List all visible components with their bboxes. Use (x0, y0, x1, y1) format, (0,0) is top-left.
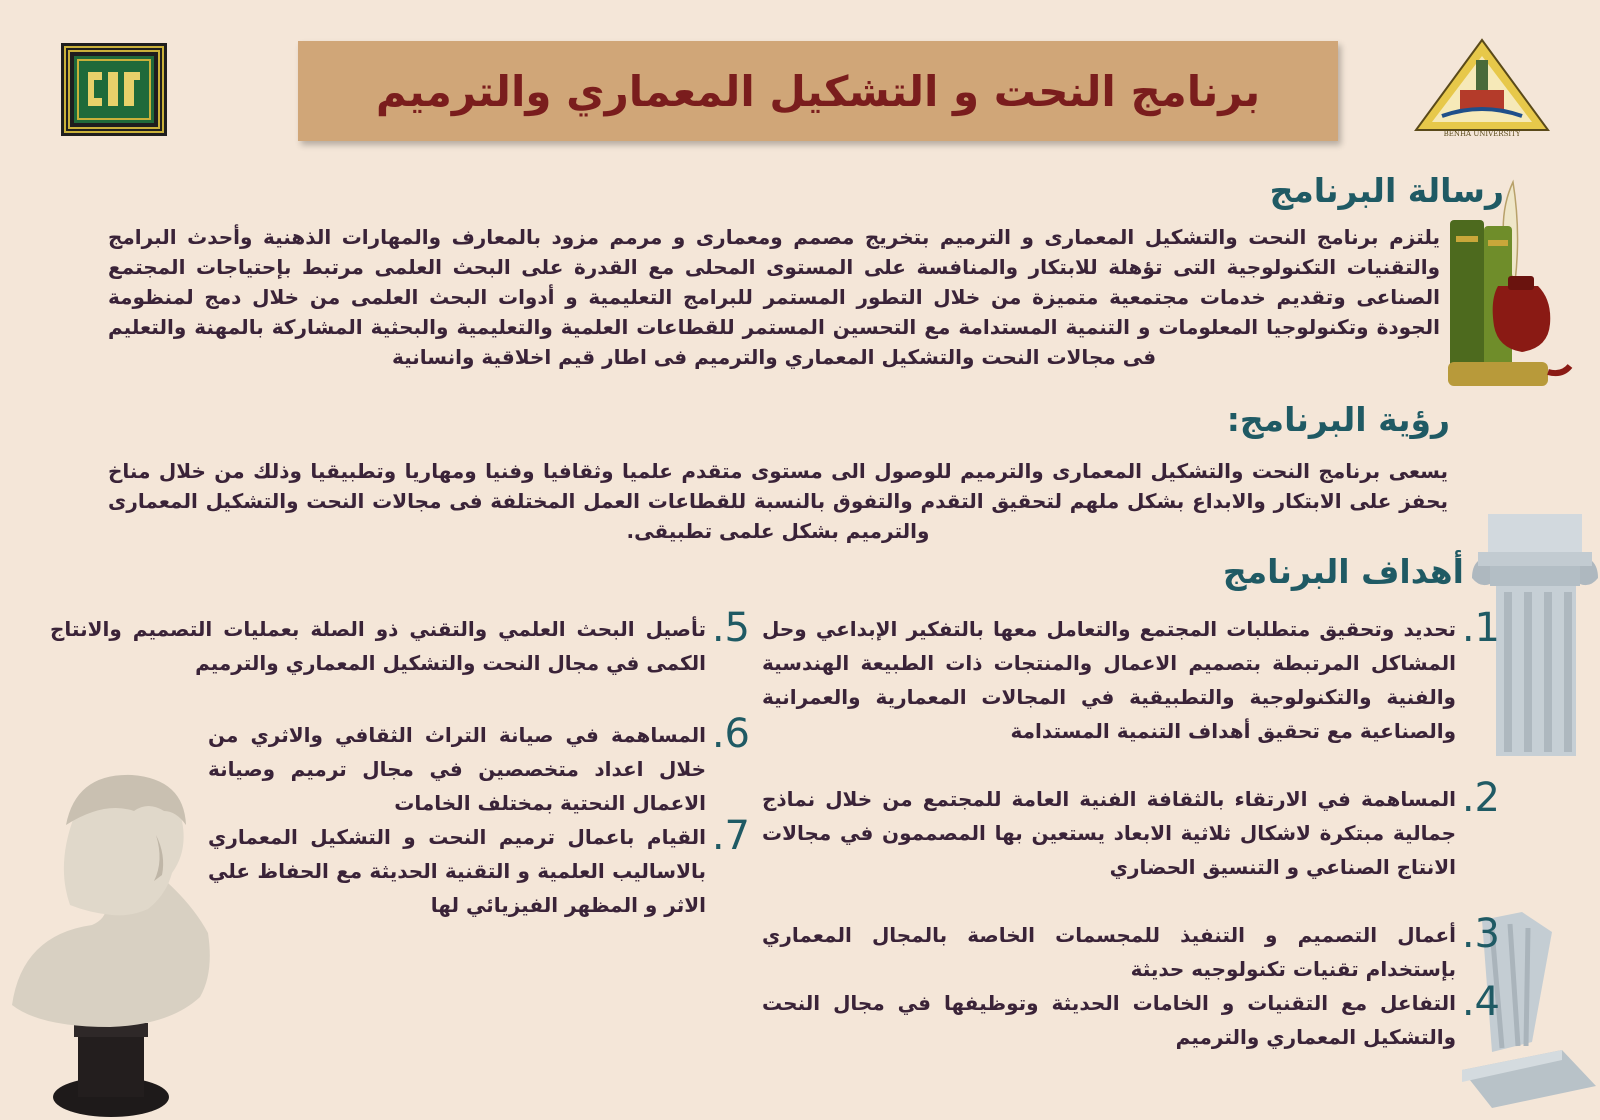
goal-text: المساهمة في الارتقاء بالثقافة الفنية العامة للمجتمع من خلال نماذج جمالية مبتكرة لاشكال ثلاثية الابعاد يستعين بها المصممون في مجالات الانتاج الصناعي و التنسيق الحضاري (762, 787, 1456, 879)
goals-heading: أهداف البرنامج (1222, 552, 1464, 591)
goal-text: تحديد وتحقيق متطلبات المجتمع والتعامل معها بالتفكير الإبداعي وحل المشاكل المرتبطة بتصميم الاعمال والمنتجات ذات الطبيعة الهندسية والفنية والتكنولوجية والتطبيقية في المجالات المعمارية والعمرانية والصناعية مع تحقيق أهداف التنمية المستدامة (762, 617, 1456, 743)
goal-item-3 (762, 911, 1500, 986)
goal-number: 7. (711, 813, 750, 859)
goal-number: 6. (711, 711, 750, 757)
goal-item-2 (762, 775, 1500, 884)
goal-item-5 (50, 605, 750, 680)
page-title: برنامج النحت و التشكيل المعماري والترميم (375, 66, 1261, 116)
goal-number: 5. (711, 605, 750, 651)
goal-item-1 (762, 605, 1500, 748)
vision-text: يسعى برنامج النحت والتشكيل المعمارى والترميم للوصول الى مستوى متقدم علميا وثقافيا وفنيا ومهاريا وتطبيقيا وذلك من خلال مناخ يحفز على الابتكار والابداع بشكل ملهم لتحقيق التقدم والتفوق بالنسبة للقطاعات العمل المختلفة فى مجالات النحت والتشكيل المعمارى والترميم بشكل علمى تطبيقى. (108, 459, 1448, 543)
faculty-logo-icon (60, 42, 168, 137)
goal-text: المساهمة في صيانة التراث الثقافي والاثري من خلال اعداد متخصصين في مجال ترميم وصيانة الاعمال النحتية بمختلف الخامات (208, 723, 706, 815)
mission-text: يلتزم برنامج النحت والتشكيل المعمارى و الترميم بتخريج مصمم ومعمارى و مرمم مزود بالمعارف والمهارات الذهنية وأحدث البرامج والتقنيات التكنولوجية التى تؤهلة للابتكار والمنافسة على المستوى المحلى مع القدرة على البحث العلمى مرتبط بإحتياجات المجتمع الصناعى وتقديم خدمات مجتمعية متميزة من خلال التطور المستمر للبرامج التعليمية و أدوات البحث العلمى من خلال دمج لمنظومة الجودة وتكنولوجيا المعلومات و التنمية المستدامة مع التحسين المستمر للقطاعات العلمية والتعليمية والبحثية المشاركة بالمهنة والتعليم فى مجالات النحت والتشكيل المعماري والترميم فى اطار قيم اخلاقية وانسانية (108, 225, 1440, 369)
goal-text: أعمال التصميم و التنفيذ للمجسمات الخاصة بالمجال المعماري بإستخدام تقنيات تكنولوجيه حديثة (762, 923, 1456, 981)
vision-heading: رؤية البرنامج: (1226, 400, 1450, 439)
goal-number: 1. (1461, 605, 1500, 651)
goal-text: القيام باعمال ترميم النحت و التشكيل المعماري بالاساليب العلمية و التقنية الحديثة مع الحفاظ علي الاثر و المظهر الفيزيائي لها (208, 825, 706, 917)
goal-item-7 (208, 813, 750, 922)
goal-number: 2. (1461, 775, 1500, 821)
benha-university-logo-icon (1412, 38, 1552, 138)
goal-text: التفاعل مع التقنيات و الخامات الحديثة وتوظيفها في مجال النحت والتشكيل المعماري والترميم (762, 991, 1456, 1049)
goal-number: 3. (1461, 911, 1500, 957)
goal-item-4 (762, 979, 1500, 1054)
mission-heading: رسالة البرنامج (1269, 171, 1504, 210)
title-banner (298, 41, 1338, 141)
goal-text: تأصيل البحث العلمي والتقني ذو الصلة بعمليات التصميم والانتاج الكمى في مجال النحت والتشكيل المعماري والترميم (50, 617, 706, 675)
goal-number: 4. (1461, 979, 1500, 1025)
david-bust-icon (6, 765, 216, 1120)
goal-item-6 (208, 711, 750, 820)
svg-text:BENHA UNIVERSITY: BENHA UNIVERSITY (1443, 130, 1521, 138)
